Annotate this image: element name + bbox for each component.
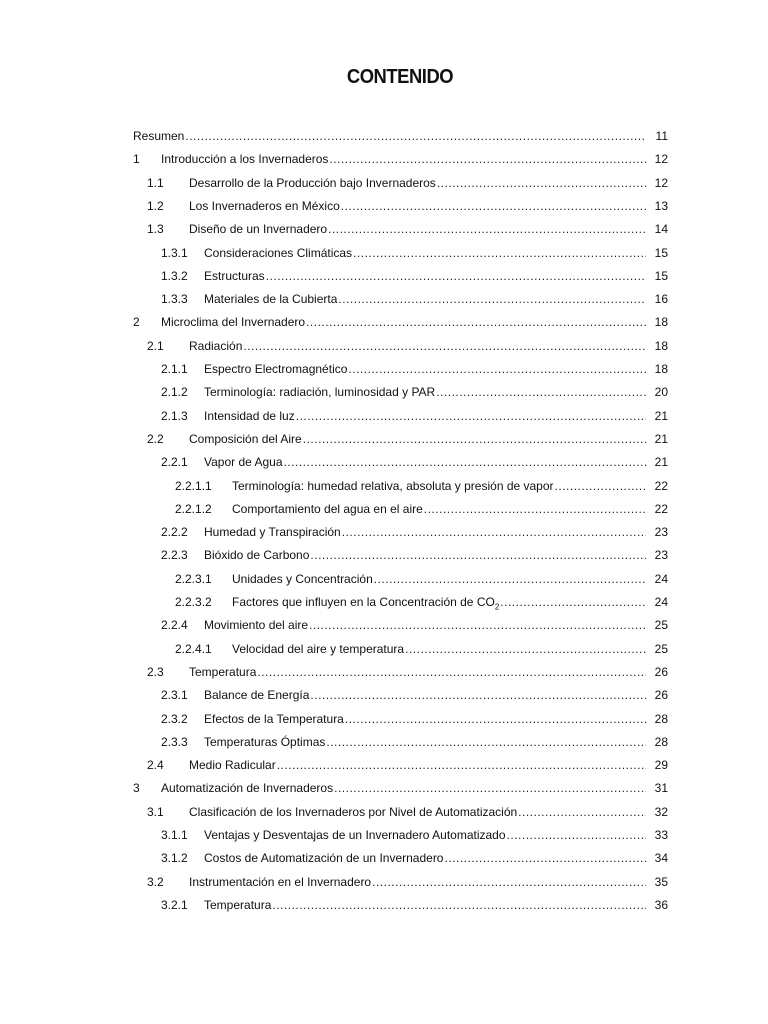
toc-entry-number: 2.3.1 [161,688,188,703]
toc-entry-title: Estructuras [204,268,265,283]
dot-leader [405,639,646,659]
toc-entry-leader [189,755,646,775]
dot-leader [341,196,646,216]
toc-entry-leader [204,895,646,915]
dot-leader [328,219,646,239]
toc-entry[interactable] [0,196,768,216]
toc-entry-page: 29 [646,755,668,775]
toc-entry-title: Intensidad de luz [204,408,295,423]
toc-entry-leader [189,802,646,822]
toc-entry-title: Los Invernaderos en México [189,198,340,213]
toc-entry[interactable] [0,522,768,542]
toc-entry[interactable] [0,569,768,589]
toc-entry-leader [204,732,646,752]
dot-leader [342,522,646,542]
toc-entry-page: 26 [646,685,668,705]
toc-entry-number: 3.2 [147,874,164,889]
toc-entry-leader [189,429,646,449]
toc-entry-leader [204,382,646,402]
toc-entry-title: Espectro Electromagnético [204,362,348,376]
toc-entry-leader [204,289,646,309]
toc-entry-leader [204,243,646,263]
toc-entry-number: 3.1 [147,804,164,819]
toc-entry-leader [189,336,646,356]
toc-entry-number: 3.1.2 [161,851,188,866]
toc-entry-title: Balance de Energía [204,688,310,703]
toc-entry[interactable] [0,662,768,682]
toc-entry-leader [204,615,646,635]
toc-entry-title: Composición del Aire [189,431,302,446]
toc-entry-leader [204,266,646,286]
toc-entry-leader [161,149,646,169]
toc-entry[interactable] [0,406,768,426]
toc-entry-number: 2.1.2 [161,385,188,400]
toc-entry-title: Automatización de Invernaderos [161,781,334,796]
dot-leader [303,429,646,449]
toc-entry[interactable] [0,545,768,565]
toc-entry-number: 2.2 [147,431,164,446]
toc-entry-number: 2.2.3.1 [175,571,212,586]
toc-entry-leader [204,452,646,472]
toc-entry-title: Unidades y Concentración [232,571,373,586]
toc-entry-leader [161,312,646,332]
dot-leader [372,872,646,892]
toc-entry-number: 1.3.2 [161,268,188,283]
toc-entry-number: 2.3.3 [161,734,188,749]
dot-leader [424,499,646,519]
toc-entry-page: 18 [646,312,668,332]
toc-entry[interactable] [0,615,768,635]
toc-entry-number: 1.2 [147,198,164,213]
toc-entry-page: 34 [646,848,668,868]
dot-leader [257,662,646,682]
toc-entry[interactable] [0,429,768,449]
dot-leader [272,895,646,915]
dot-leader [437,173,646,193]
dot-leader [436,382,646,402]
toc-entry-page: 21 [646,429,668,449]
dot-leader [310,685,646,705]
toc-entry-leader [204,709,646,729]
toc-entry-number: 3.1.1 [161,828,188,842]
toc-entry-number: 2 [133,315,140,330]
toc-entry[interactable] [0,872,768,892]
toc-entry[interactable] [0,639,768,659]
toc-entry-title: Materiales de la Cubierta [204,292,338,307]
toc-entry-leader [161,778,646,798]
toc-entry[interactable] [0,732,768,752]
toc-entry-title: Velocidad del aire y temperatura [232,641,405,656]
toc-entry-title: Movimiento del aire [204,618,309,633]
toc-entry-leader [232,499,646,519]
toc-entry-number: 2.2.1 [161,455,188,470]
toc-entry-leader [204,522,646,542]
toc-entry-page: 31 [646,778,668,798]
toc-entry-number: 1 [133,152,140,167]
toc-entry-leader [204,359,646,379]
toc-entry-title: Medio Radicular [189,758,276,773]
toc-entry-page: 20 [646,382,668,402]
dot-leader [334,778,646,798]
toc-entry[interactable] [0,755,768,775]
toc-entry-page: 12 [646,173,668,193]
dot-leader [329,149,646,169]
dot-leader [284,452,646,472]
toc-entry-leader [189,173,646,193]
dot-leader [374,569,646,589]
toc-entry-title: Consideraciones Climáticas [204,245,353,260]
toc-entry[interactable] [0,825,768,845]
toc-entry-page: 24 [646,569,668,589]
toc-entry-number: 2.2.3.2 [175,595,212,609]
toc-entry-leader [133,126,646,146]
toc-entry[interactable] [0,592,768,612]
toc-entry-title: Vapor de Agua [204,455,283,470]
toc-entry-page: 12 [646,149,668,169]
toc-entry-page: 21 [646,452,668,472]
toc-entry-page: 28 [646,732,668,752]
toc-entry-title: Microclima del Invernadero [161,315,306,330]
toc-entry-title: Factores que influyen en la Concentración de $CO_2$ [232,595,500,612]
dot-leader [444,848,646,868]
toc-entry-title: Temperatura [189,664,257,679]
toc-entry-number: 2.4 [147,758,164,773]
toc-entry-page: 11 [646,126,668,146]
dot-leader [296,406,646,426]
toc-entry-page: 21 [646,406,668,426]
toc-entry-number: 2.2.1.2 [175,501,212,516]
toc-entry[interactable] [0,802,768,822]
dot-leader [185,126,646,146]
dot-leader [266,266,646,286]
toc-entry-title: Diseño de un Invernadero [189,222,328,237]
dot-leader [309,615,646,635]
toc-entry-leader [232,569,646,589]
toc-entry-title: Ventajas y Desventajas de un Invernadero Automatizado [204,828,506,842]
toc-entry-title: Costos de Automatización de un Invernadero [204,851,444,866]
toc-entry-number: 1.3.1 [161,245,188,260]
toc-entry-leader [189,219,646,239]
toc-entry-title: Comportamiento del agua en el aire [232,501,423,516]
toc-entry-number: 1.3.3 [161,292,188,307]
dot-leader [507,825,646,845]
toc-entry-number: 2.1.1 [161,362,188,376]
toc-entry-number: 2.2.4 [161,618,188,633]
toc-entry[interactable] [0,243,768,263]
dot-leader [353,243,646,263]
toc-entry[interactable] [0,499,768,519]
toc-entry-title: Humedad y Transpiración [204,525,341,540]
toc-entry-page: 15 [646,266,668,286]
toc-entry[interactable] [0,778,768,798]
toc-entry-number: 2.2.3 [161,548,188,563]
toc-entry-page: 18 [646,336,668,356]
toc-entry[interactable] [0,359,768,379]
toc-entry-number: 2.1 [147,338,164,353]
toc-entry[interactable] [0,848,768,868]
toc-entry-leader [232,476,646,496]
toc-entry-page: 23 [646,545,668,565]
page-title: CONTENIDO [346,66,454,88]
toc-entry-number: 2.2.4.1 [175,641,212,656]
toc-entry-page: 15 [646,243,668,263]
dot-leader [555,476,646,496]
toc-entry-number: 2.3 [147,664,164,679]
toc-entry-title: Resumen [133,129,185,143]
toc-entry-leader [204,685,646,705]
toc-entry-page: 18 [646,359,668,379]
toc-entry[interactable] [0,266,768,286]
toc-entry[interactable] [0,382,768,402]
toc-entry-leader [189,872,646,892]
toc-entry[interactable] [0,709,768,729]
toc-entry-page: 26 [646,662,668,682]
toc-entry[interactable] [0,173,768,193]
toc-entry-leader [204,406,646,426]
toc-entry-page: 25 [646,639,668,659]
toc-entry-title: Introducción a los Invernaderos [161,152,329,167]
toc-entry[interactable] [0,452,768,472]
toc-entry-title: Instrumentación en el Invernadero [189,874,372,889]
toc-entry-page: 25 [646,615,668,635]
toc-entry-page: 22 [646,476,668,496]
toc-entry-title: Terminología: humedad relativa, absoluta y presión de vapor [232,478,554,493]
toc-entry-number: 1.1 [147,175,164,190]
toc-entry[interactable] [0,289,768,309]
toc-entry[interactable] [0,895,768,915]
toc-entry-title: Efectos de la Temperatura [204,711,344,726]
toc-entry-leader [204,848,646,868]
toc-entry-title: Clasificación de los Invernaderos por Nivel de Automatización [189,804,518,819]
toc-entry-number: 3.2.1 [161,897,188,912]
dot-leader [306,312,646,332]
toc-entry-title: Radiación [189,338,243,353]
toc-entry-title: Temperatura [204,897,272,912]
dot-leader [338,289,646,309]
toc-entry[interactable] [0,126,768,146]
toc-entry[interactable] [0,336,768,356]
toc-entry-page: 28 [646,709,668,729]
toc-entry-number: 3 [133,781,140,796]
dot-leader [518,802,646,822]
dot-leader [326,732,646,752]
toc-entry-page: 22 [646,499,668,519]
toc-entry-number: 2.2.2 [161,525,188,540]
toc-entry-number: 2.3.2 [161,711,188,726]
toc-entry-page: 32 [646,802,668,822]
toc-entry-leader [189,662,646,682]
toc-entry-title: Bióxido de Carbono [204,548,310,563]
toc-entry-page: 24 [646,592,668,612]
dot-leader [277,755,646,775]
dot-leader [243,336,646,356]
toc-entry-page: 33 [646,825,668,845]
toc-entry-title: Temperaturas Óptimas [204,734,326,749]
toc-entry-number: 2.1.3 [161,408,188,423]
toc-entry[interactable] [0,312,768,332]
dot-leader [348,359,646,379]
toc-entry[interactable] [0,685,768,705]
toc-entry-number: 1.3 [147,222,164,237]
dot-leader [345,709,646,729]
toc-entry[interactable] [0,476,768,496]
toc-entry-leader [189,196,646,216]
toc-entry-page: 35 [646,872,668,892]
toc-entry[interactable] [0,219,768,239]
toc-entry-page: 16 [646,289,668,309]
toc-entry-number: 2.2.1.1 [175,478,212,493]
dot-leader [310,545,646,565]
toc-entry-title: Desarrollo de la Producción bajo Invernaderos [189,175,436,190]
toc-entry[interactable] [0,149,768,169]
toc-entry-leader [232,592,646,612]
subscript: 2 [494,602,500,612]
toc-entry-page: 36 [646,895,668,915]
toc-entry-page: 23 [646,522,668,542]
dot-leader [500,592,646,612]
toc-entry-leader [204,545,646,565]
toc-entry-page: 13 [646,196,668,216]
toc-entry-leader [232,639,646,659]
toc-entry-page: 14 [646,219,668,239]
toc-entry-leader [204,825,646,845]
toc-entry-title: Terminología: radiación, luminosidad y PAR [204,385,436,400]
